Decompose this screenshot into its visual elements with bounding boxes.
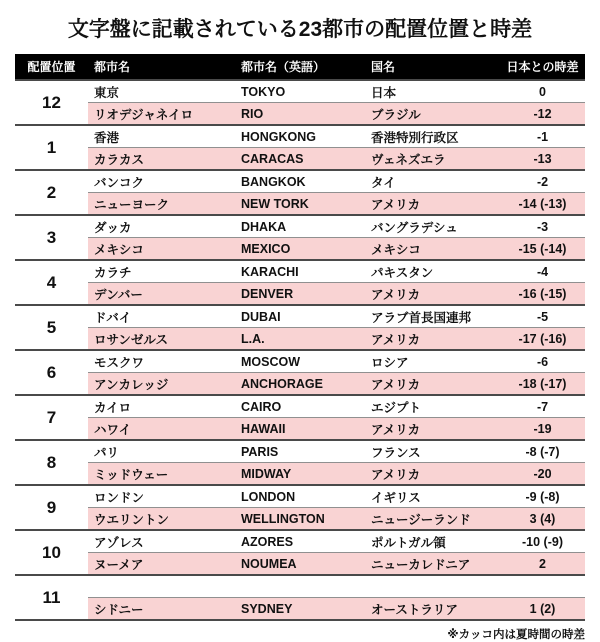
city-name-cell: カイロ [88, 395, 235, 418]
country-name-cell: オーストラリア [365, 598, 500, 621]
city-name-en-cell [235, 575, 365, 598]
table-row [15, 418, 585, 441]
table-row [15, 553, 585, 576]
city-name-en-cell: TOKYO [235, 80, 365, 103]
position-number: 3 [15, 215, 88, 260]
city-name-en-cell: WELLINGTON [235, 508, 365, 531]
city-name-en-cell: PARIS [235, 440, 365, 463]
table-row [15, 530, 585, 553]
position-number: 11 [15, 575, 88, 620]
time-diff-cell: -7 [500, 395, 585, 418]
city-name-cell: 香港 [88, 125, 235, 148]
city-name-cell [88, 575, 235, 598]
header-diff: 日本との時差 [500, 54, 585, 80]
table-row [15, 170, 585, 193]
dst-note: ※カッコ内は夏時間の時差 [447, 629, 585, 641]
time-diff-cell: -15 (-14) [500, 238, 585, 261]
position-number: 10 [15, 530, 88, 575]
city-name-cell: 東京 [88, 80, 235, 103]
country-name-cell: ニュージーランド [365, 508, 500, 531]
time-diff-cell: -6 [500, 350, 585, 373]
city-name-en-cell: DENVER [235, 283, 365, 306]
country-name-cell: フランス [365, 440, 500, 463]
position-number: 8 [15, 440, 88, 485]
header-country: 国名 [365, 54, 500, 80]
table-row [15, 238, 585, 261]
time-diff-cell: -20 [500, 463, 585, 486]
city-name-cell: カラチ [88, 260, 235, 283]
time-diff-cell: -10 (-9) [500, 530, 585, 553]
city-name-en-cell: NOUMEA [235, 553, 365, 576]
country-name-cell: ヴェネズエラ [365, 148, 500, 171]
country-name-cell: 日本 [365, 80, 500, 103]
time-diff-cell: 2 [500, 553, 585, 576]
city-name-cell: ハワイ [88, 418, 235, 441]
table-row [15, 283, 585, 306]
city-name-cell: ミッドウェー [88, 463, 235, 486]
country-name-cell: アメリカ [365, 418, 500, 441]
country-name-cell: ニューカレドニア [365, 553, 500, 576]
city-name-cell: ウエリントン [88, 508, 235, 531]
city-name-en-cell: LONDON [235, 485, 365, 508]
table-row [15, 193, 585, 216]
table-row [15, 125, 585, 148]
header-position: 配置位置 [15, 54, 88, 80]
header-row [15, 54, 585, 80]
time-diff-cell: -19 [500, 418, 585, 441]
city-name-en-cell: HONGKONG [235, 125, 365, 148]
city-name-en-cell: ANCHORAGE [235, 373, 365, 396]
city-name-cell: アンカレッジ [88, 373, 235, 396]
time-diff-cell: -12 [500, 103, 585, 126]
position-number: 1 [15, 125, 88, 170]
country-name-cell: アメリカ [365, 463, 500, 486]
time-diff-cell: -8 (-7) [500, 440, 585, 463]
time-diff-cell: -3 [500, 215, 585, 238]
table-row [15, 485, 585, 508]
city-name-cell: アゾレス [88, 530, 235, 553]
city-name-cell: カラカス [88, 148, 235, 171]
city-name-en-cell: KARACHI [235, 260, 365, 283]
city-name-cell: ニューヨーク [88, 193, 235, 216]
city-name-cell: シドニー [88, 598, 235, 621]
country-name-cell: アメリカ [365, 328, 500, 351]
table-body [15, 80, 585, 620]
time-diff-cell: -4 [500, 260, 585, 283]
table-row [15, 260, 585, 283]
header-city: 都市名 [88, 54, 235, 80]
city-name-cell: ロサンゼルス [88, 328, 235, 351]
country-name-cell: アラブ首長国連邦 [365, 305, 500, 328]
position-number: 6 [15, 350, 88, 395]
table-row [15, 598, 585, 621]
table-row [15, 395, 585, 418]
country-name-cell: 香港特別行政区 [365, 125, 500, 148]
time-diff-cell: -5 [500, 305, 585, 328]
position-number: 5 [15, 305, 88, 350]
table-row [15, 80, 585, 103]
table-row [15, 373, 585, 396]
city-name-en-cell: MIDWAY [235, 463, 365, 486]
city-name-en-cell: HAWAII [235, 418, 365, 441]
city-name-en-cell: DHAKA [235, 215, 365, 238]
table-header [15, 54, 585, 80]
city-name-cell: モスクワ [88, 350, 235, 373]
table-row [15, 103, 585, 126]
city-name-cell: デンバー [88, 283, 235, 306]
time-diff-cell [500, 575, 585, 598]
city-name-en-cell: MOSCOW [235, 350, 365, 373]
table-row [15, 350, 585, 373]
table-row [15, 463, 585, 486]
country-name-cell: イギリス [365, 485, 500, 508]
time-diff-cell: -14 (-13) [500, 193, 585, 216]
city-name-en-cell: NEW TORK [235, 193, 365, 216]
time-diff-cell: 1 (2) [500, 598, 585, 621]
city-name-cell: ドバイ [88, 305, 235, 328]
time-diff-cell: -2 [500, 170, 585, 193]
table-row [15, 148, 585, 171]
time-diff-cell: -9 (-8) [500, 485, 585, 508]
country-name-cell: バングラデシュ [365, 215, 500, 238]
city-timezone-table [15, 54, 585, 621]
city-name-cell: バンコク [88, 170, 235, 193]
country-name-cell: アメリカ [365, 193, 500, 216]
page-title: 文字盤に記載されている23都市の配置位置と時差 [67, 18, 533, 41]
city-name-en-cell: RIO [235, 103, 365, 126]
city-name-cell: ダッカ [88, 215, 235, 238]
country-name-cell: ブラジル [365, 103, 500, 126]
city-name-cell: メキシコ [88, 238, 235, 261]
time-diff-cell: -18 (-17) [500, 373, 585, 396]
country-name-cell: ポルトガル領 [365, 530, 500, 553]
country-name-cell: エジプト [365, 395, 500, 418]
table-row [15, 575, 585, 598]
country-name-cell: メキシコ [365, 238, 500, 261]
city-name-en-cell: MEXICO [235, 238, 365, 261]
city-name-cell: ヌーメア [88, 553, 235, 576]
position-number: 7 [15, 395, 88, 440]
table-row [15, 328, 585, 351]
city-name-en-cell: L.A. [235, 328, 365, 351]
table-row [15, 305, 585, 328]
city-name-en-cell: DUBAI [235, 305, 365, 328]
time-diff-cell: -1 [500, 125, 585, 148]
country-name-cell: アメリカ [365, 373, 500, 396]
table-row [15, 440, 585, 463]
position-number: 9 [15, 485, 88, 530]
time-diff-cell: -17 (-16) [500, 328, 585, 351]
time-diff-cell: -16 (-15) [500, 283, 585, 306]
table-row [15, 215, 585, 238]
city-name-en-cell: CAIRO [235, 395, 365, 418]
country-name-cell: ロシア [365, 350, 500, 373]
city-name-en-cell: BANGKOK [235, 170, 365, 193]
time-diff-cell: 3 (4) [500, 508, 585, 531]
position-number: 12 [15, 80, 88, 125]
city-name-en-cell: AZORES [235, 530, 365, 553]
position-number: 2 [15, 170, 88, 215]
city-name-en-cell: CARACAS [235, 148, 365, 171]
city-name-en-cell: SYDNEY [235, 598, 365, 621]
table-row [15, 508, 585, 531]
city-name-cell: パリ [88, 440, 235, 463]
position-number: 4 [15, 260, 88, 305]
country-name-cell: パキスタン [365, 260, 500, 283]
city-name-cell: リオデジャネイロ [88, 103, 235, 126]
country-name-cell: アメリカ [365, 283, 500, 306]
city-name-cell: ロンドン [88, 485, 235, 508]
country-name-cell: タイ [365, 170, 500, 193]
time-diff-cell: 0 [500, 80, 585, 103]
header-city-en: 都市名（英語） [235, 54, 365, 80]
time-diff-cell: -13 [500, 148, 585, 171]
country-name-cell [365, 575, 500, 598]
